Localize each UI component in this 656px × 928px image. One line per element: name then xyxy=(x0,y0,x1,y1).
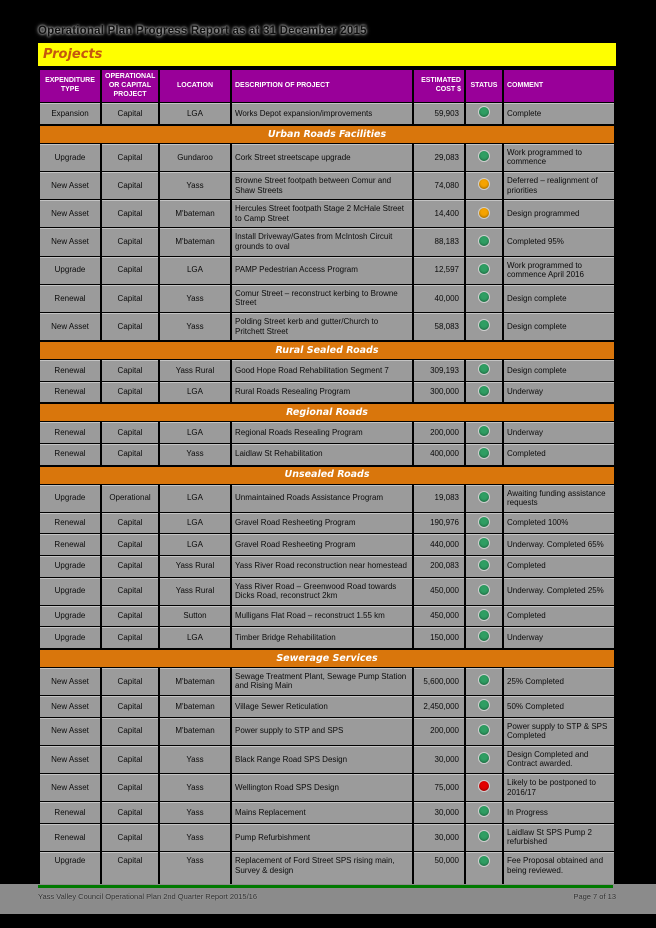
op-capital-cell: Capital xyxy=(101,103,159,125)
table-row xyxy=(39,627,615,649)
description-cell: Good Hope Road Rehabilitation Segment 7 xyxy=(231,360,413,382)
location-cell: Yass xyxy=(159,802,231,824)
status-green-icon xyxy=(479,107,489,117)
expenditure-type-cell: Renewal xyxy=(39,823,101,851)
expenditure-type-cell: Upgrade xyxy=(39,143,101,171)
location-cell: Yass Rural xyxy=(159,360,231,382)
projects-banner xyxy=(38,43,616,66)
description-cell: Gravel Road Resheeting Program xyxy=(231,512,413,534)
status-cell xyxy=(465,172,503,200)
description-cell: Hercules Street footpath Stage 2 McHale Street to Camp Street xyxy=(231,200,413,228)
status-green-icon xyxy=(479,700,489,710)
expenditure-type-cell: Renewal xyxy=(39,443,101,465)
location-cell: Yass xyxy=(159,443,231,465)
table-row xyxy=(39,200,615,228)
status-green-icon xyxy=(479,517,489,527)
table-row xyxy=(39,696,615,718)
location-cell: Yass xyxy=(159,852,231,914)
estimated-cost-cell: 2,450,000 xyxy=(413,696,465,718)
footer-document-title: Yass Valley Council Operational Plan 2nd Quarter Report 2015/16 xyxy=(38,892,258,901)
comment-cell: Completed xyxy=(503,443,615,465)
estimated-cost-cell: 14,400 xyxy=(413,200,465,228)
description-cell: Sewage Treatment Plant, Sewage Pump Station and Rising Main xyxy=(231,667,413,695)
op-capital-cell: Capital xyxy=(101,360,159,382)
description-cell: Comur Street – reconstruct kerbing to Browne Street xyxy=(231,284,413,312)
estimated-cost-cell: 19,083 xyxy=(413,484,465,512)
status-green-icon xyxy=(479,264,489,274)
description-cell: Laidlaw St Rehabilitation xyxy=(231,443,413,465)
comment-cell: Likely to be postponed to 2016/17 xyxy=(503,774,615,802)
expenditure-type-cell: New Asset xyxy=(39,200,101,228)
table-row xyxy=(39,284,615,312)
estimated-cost-cell: 58,083 xyxy=(413,312,465,341)
status-green-icon xyxy=(479,492,489,502)
expenditure-type-cell: New Asset xyxy=(39,172,101,200)
location-cell: Yass Rural xyxy=(159,577,231,605)
status-cell xyxy=(465,577,503,605)
comment-cell: Design complete xyxy=(503,284,615,312)
comment-cell: 50% Completed xyxy=(503,696,615,718)
estimated-cost-cell: 88,183 xyxy=(413,228,465,256)
location-cell: LGA xyxy=(159,103,231,125)
status-green-icon xyxy=(479,364,489,374)
location-cell: M'bateman xyxy=(159,696,231,718)
table-row xyxy=(39,256,615,284)
table-row xyxy=(39,667,615,695)
description-cell: Power supply to STP and SPS xyxy=(231,717,413,745)
status-cell xyxy=(465,381,503,403)
status-cell xyxy=(465,774,503,802)
comment-cell: Design complete xyxy=(503,360,615,382)
estimated-cost-cell: 450,000 xyxy=(413,577,465,605)
status-cell xyxy=(465,256,503,284)
description-cell: Gravel Road Resheeting Program xyxy=(231,534,413,556)
expenditure-type-cell: New Asset xyxy=(39,745,101,773)
location-cell: LGA xyxy=(159,422,231,444)
comment-cell: In Progress xyxy=(503,802,615,824)
expenditure-type-cell: Expansion xyxy=(39,103,101,125)
estimated-cost-cell: 50,000 xyxy=(413,852,465,914)
description-cell: Works Depot expansion/improvements xyxy=(231,103,413,125)
status-cell xyxy=(465,443,503,465)
table-row xyxy=(39,443,615,465)
status-cell xyxy=(465,512,503,534)
estimated-cost-cell: 74,080 xyxy=(413,172,465,200)
description-cell: Village Sewer Reticulation xyxy=(231,696,413,718)
status-green-icon xyxy=(479,538,489,548)
estimated-cost-cell: 400,000 xyxy=(413,443,465,465)
section-header-label: Sewerage Services xyxy=(39,649,615,668)
op-capital-cell: Capital xyxy=(101,443,159,465)
location-cell: Yass xyxy=(159,823,231,851)
estimated-cost-cell: 5,600,000 xyxy=(413,667,465,695)
status-green-icon xyxy=(479,236,489,246)
section-header-sewerage-services xyxy=(39,649,615,668)
status-green-icon xyxy=(479,386,489,396)
expenditure-type-cell: Renewal xyxy=(39,381,101,403)
status-cell xyxy=(465,745,503,773)
table-row xyxy=(39,512,615,534)
description-cell: Unmaintained Roads Assistance Program xyxy=(231,484,413,512)
op-capital-cell: Capital xyxy=(101,605,159,627)
section-header-unsealed-roads xyxy=(39,466,615,485)
location-cell: M'bateman xyxy=(159,200,231,228)
status-green-icon xyxy=(479,856,489,866)
comment-cell: Fee Proposal obtained and being reviewed. xyxy=(503,852,615,914)
comment-cell: Awaiting funding assistance requests xyxy=(503,484,615,512)
header-location: LOCATION xyxy=(159,69,231,103)
comment-cell: Laidlaw St SPS Pump 2 refurbished xyxy=(503,823,615,851)
header-comment: COMMENT xyxy=(503,69,615,103)
expenditure-type-cell: Upgrade xyxy=(39,605,101,627)
status-green-icon xyxy=(479,448,489,458)
op-capital-cell: Capital xyxy=(101,667,159,695)
comment-cell: Underway. Completed 65% xyxy=(503,534,615,556)
status-cell xyxy=(465,143,503,171)
estimated-cost-cell: 40,000 xyxy=(413,284,465,312)
status-green-icon xyxy=(479,675,489,685)
location-cell: Yass xyxy=(159,172,231,200)
table-row xyxy=(39,103,615,125)
status-cell xyxy=(465,284,503,312)
table-row xyxy=(39,381,615,403)
description-cell: Rural Roads Resealing Program xyxy=(231,381,413,403)
comment-cell: 25% Completed xyxy=(503,667,615,695)
description-cell: Timber Bridge Rehabilitation xyxy=(231,627,413,649)
expenditure-type-cell: Upgrade xyxy=(39,627,101,649)
section-header-label: Regional Roads xyxy=(39,403,615,422)
op-capital-cell: Capital xyxy=(101,717,159,745)
status-green-icon xyxy=(479,831,489,841)
header-operational-or-capital: OPERATIONAL OR CAPITAL PROJECT xyxy=(101,69,159,103)
location-cell: Yass xyxy=(159,312,231,341)
estimated-cost-cell: 75,000 xyxy=(413,774,465,802)
op-capital-cell: Capital xyxy=(101,422,159,444)
status-green-icon xyxy=(479,320,489,330)
op-capital-cell: Capital xyxy=(101,823,159,851)
comment-cell: Underway xyxy=(503,627,615,649)
comment-cell: Complete xyxy=(503,103,615,125)
estimated-cost-cell: 29,083 xyxy=(413,143,465,171)
op-capital-cell: Capital xyxy=(101,774,159,802)
op-capital-cell: Capital xyxy=(101,512,159,534)
estimated-cost-cell: 440,000 xyxy=(413,534,465,556)
estimated-cost-cell: 200,083 xyxy=(413,555,465,577)
comment-cell: Deferred – realignment of priorities xyxy=(503,172,615,200)
expenditure-type-cell: Renewal xyxy=(39,802,101,824)
estimated-cost-cell: 12,597 xyxy=(413,256,465,284)
estimated-cost-cell: 309,193 xyxy=(413,360,465,382)
comment-cell: Work programmed to commence April 2016 xyxy=(503,256,615,284)
location-cell: Gundaroo xyxy=(159,143,231,171)
table-row xyxy=(39,555,615,577)
status-cell xyxy=(465,103,503,125)
estimated-cost-cell: 190,976 xyxy=(413,512,465,534)
table-row xyxy=(39,143,615,171)
comment-cell: Power supply to STP & SPS Completed xyxy=(503,717,615,745)
status-cell xyxy=(465,484,503,512)
expenditure-type-cell: Renewal xyxy=(39,534,101,556)
estimated-cost-cell: 30,000 xyxy=(413,745,465,773)
status-green-icon xyxy=(479,725,489,735)
op-capital-cell: Capital xyxy=(101,555,159,577)
expenditure-type-cell: New Asset xyxy=(39,774,101,802)
expenditure-type-cell: New Asset xyxy=(39,228,101,256)
table-row xyxy=(39,745,615,773)
table-row xyxy=(39,802,615,824)
expenditure-type-cell: New Asset xyxy=(39,312,101,341)
expenditure-type-cell: Renewal xyxy=(39,360,101,382)
estimated-cost-cell: 59,903 xyxy=(413,103,465,125)
op-capital-cell: Capital xyxy=(101,256,159,284)
status-cell xyxy=(465,627,503,649)
description-cell: PAMP Pedestrian Access Program xyxy=(231,256,413,284)
description-cell: Mains Replacement xyxy=(231,802,413,824)
expenditure-type-cell: Renewal xyxy=(39,512,101,534)
status-cell xyxy=(465,534,503,556)
description-cell: Yass River Road reconstruction near homestead xyxy=(231,555,413,577)
projects-table xyxy=(38,68,616,914)
status-cell xyxy=(465,228,503,256)
footer-divider-line xyxy=(38,885,613,888)
description-cell: Browne Street footpath between Comur and Shaw Streets xyxy=(231,172,413,200)
table-row xyxy=(39,823,615,851)
estimated-cost-cell: 200,000 xyxy=(413,422,465,444)
location-cell: Yass xyxy=(159,774,231,802)
status-green-icon xyxy=(479,426,489,436)
comment-cell: Completed 95% xyxy=(503,228,615,256)
status-green-icon xyxy=(479,585,489,595)
description-cell: Polding Street kerb and gutter/Church to Pritchett Street xyxy=(231,312,413,341)
status-amber-icon xyxy=(479,179,489,189)
expenditure-type-cell: Upgrade xyxy=(39,577,101,605)
op-capital-cell: Capital xyxy=(101,284,159,312)
op-capital-cell: Capital xyxy=(101,534,159,556)
status-green-icon xyxy=(479,753,489,763)
expenditure-type-cell: Upgrade xyxy=(39,555,101,577)
location-cell: M'bateman xyxy=(159,667,231,695)
table-row xyxy=(39,717,615,745)
section-header-label: Unsealed Roads xyxy=(39,466,615,485)
location-cell: M'bateman xyxy=(159,228,231,256)
comment-cell: Completed xyxy=(503,555,615,577)
op-capital-cell: Capital xyxy=(101,312,159,341)
status-green-icon xyxy=(479,560,489,570)
location-cell: LGA xyxy=(159,512,231,534)
location-cell: LGA xyxy=(159,256,231,284)
description-cell: Cork Street streetscape upgrade xyxy=(231,143,413,171)
table-row xyxy=(39,360,615,382)
header-estimated-cost: ESTIMATED COST $ xyxy=(413,69,465,103)
description-cell: Black Range Road SPS Design xyxy=(231,745,413,773)
op-capital-cell: Capital xyxy=(101,200,159,228)
table-row xyxy=(39,534,615,556)
status-cell xyxy=(465,667,503,695)
op-capital-cell: Capital xyxy=(101,852,159,914)
description-cell: Install Driveway/Gates from McIntosh Circuit grounds to oval xyxy=(231,228,413,256)
table-row xyxy=(39,484,615,512)
op-capital-cell: Operational xyxy=(101,484,159,512)
status-cell xyxy=(465,823,503,851)
header-status: STATUS xyxy=(465,69,503,103)
expenditure-type-cell: Upgrade xyxy=(39,256,101,284)
location-cell: M'bateman xyxy=(159,717,231,745)
footer-page-number: Page 7 of 13 xyxy=(573,892,616,901)
table-row xyxy=(39,774,615,802)
status-green-icon xyxy=(479,610,489,620)
status-cell xyxy=(465,717,503,745)
description-cell: Pump Refurbishment xyxy=(231,823,413,851)
status-cell xyxy=(465,802,503,824)
expenditure-type-cell: Upgrade xyxy=(39,484,101,512)
estimated-cost-cell: 300,000 xyxy=(413,381,465,403)
status-cell xyxy=(465,555,503,577)
table-row xyxy=(39,605,615,627)
location-cell: Yass xyxy=(159,284,231,312)
op-capital-cell: Capital xyxy=(101,745,159,773)
description-cell: Replacement of Ford Street SPS rising main, Survey & design xyxy=(231,852,413,914)
description-cell: Wellington Road SPS Design xyxy=(231,774,413,802)
comment-cell: Completed 100% xyxy=(503,512,615,534)
location-cell: LGA xyxy=(159,484,231,512)
projects-banner-label: Projects xyxy=(43,47,103,62)
expenditure-type-cell: New Asset xyxy=(39,667,101,695)
estimated-cost-cell: 30,000 xyxy=(413,823,465,851)
comment-cell: Design Completed and Contract awarded. xyxy=(503,745,615,773)
section-header-label: Urban Roads Facilities xyxy=(39,125,615,144)
description-cell: Mulligans Flat Road – reconstruct 1.55 km xyxy=(231,605,413,627)
op-capital-cell: Capital xyxy=(101,627,159,649)
op-capital-cell: Capital xyxy=(101,381,159,403)
expenditure-type-cell: Renewal xyxy=(39,284,101,312)
expenditure-type-cell: Upgrade xyxy=(39,852,101,914)
status-amber-icon xyxy=(479,208,489,218)
table-row xyxy=(39,172,615,200)
comment-cell: Completed xyxy=(503,605,615,627)
location-cell: LGA xyxy=(159,381,231,403)
op-capital-cell: Capital xyxy=(101,143,159,171)
op-capital-cell: Capital xyxy=(101,228,159,256)
description-cell: Regional Roads Resealing Program xyxy=(231,422,413,444)
op-capital-cell: Capital xyxy=(101,696,159,718)
section-header-regional-roads xyxy=(39,403,615,422)
table-header-row xyxy=(39,69,615,103)
location-cell: Sutton xyxy=(159,605,231,627)
estimated-cost-cell: 200,000 xyxy=(413,717,465,745)
header-expenditure-type: EXPENDITURE TYPE xyxy=(39,69,101,103)
comment-cell: Underway xyxy=(503,381,615,403)
estimated-cost-cell: 450,000 xyxy=(413,605,465,627)
header-description: DESCRIPTION OF PROJECT xyxy=(231,69,413,103)
op-capital-cell: Capital xyxy=(101,802,159,824)
comment-cell: Underway xyxy=(503,422,615,444)
status-green-icon xyxy=(479,151,489,161)
comment-cell: Design complete xyxy=(503,312,615,341)
section-header-rural-sealed-roads xyxy=(39,341,615,360)
estimated-cost-cell: 30,000 xyxy=(413,802,465,824)
status-green-icon xyxy=(479,292,489,302)
table-row xyxy=(39,422,615,444)
expenditure-type-cell: New Asset xyxy=(39,696,101,718)
expenditure-type-cell: New Asset xyxy=(39,717,101,745)
section-header-urban-roads-facilities xyxy=(39,125,615,144)
op-capital-cell: Capital xyxy=(101,577,159,605)
location-cell: Yass xyxy=(159,745,231,773)
table-row xyxy=(39,577,615,605)
status-green-icon xyxy=(479,806,489,816)
status-cell xyxy=(465,422,503,444)
status-cell xyxy=(465,200,503,228)
comment-cell: Work programmed to commence xyxy=(503,143,615,171)
section-header-label: Rural Sealed Roads xyxy=(39,341,615,360)
status-cell xyxy=(465,605,503,627)
projects-table-body xyxy=(39,103,615,913)
location-cell: Yass Rural xyxy=(159,555,231,577)
status-cell xyxy=(465,696,503,718)
comment-cell: Design programmed xyxy=(503,200,615,228)
table-row xyxy=(39,228,615,256)
status-green-icon xyxy=(479,631,489,641)
location-cell: LGA xyxy=(159,534,231,556)
page-title: Operational Plan Progress Report as at 31 December 2015 xyxy=(38,25,367,37)
status-red-icon xyxy=(479,781,489,791)
op-capital-cell: Capital xyxy=(101,172,159,200)
estimated-cost-cell: 150,000 xyxy=(413,627,465,649)
table-row xyxy=(39,312,615,341)
status-cell xyxy=(465,312,503,341)
description-cell: Yass River Road – Greenwood Road towards Dicks Road, reconstruct 2km xyxy=(231,577,413,605)
status-cell xyxy=(465,360,503,382)
location-cell: LGA xyxy=(159,627,231,649)
comment-cell: Underway. Completed 25% xyxy=(503,577,615,605)
expenditure-type-cell: Renewal xyxy=(39,422,101,444)
